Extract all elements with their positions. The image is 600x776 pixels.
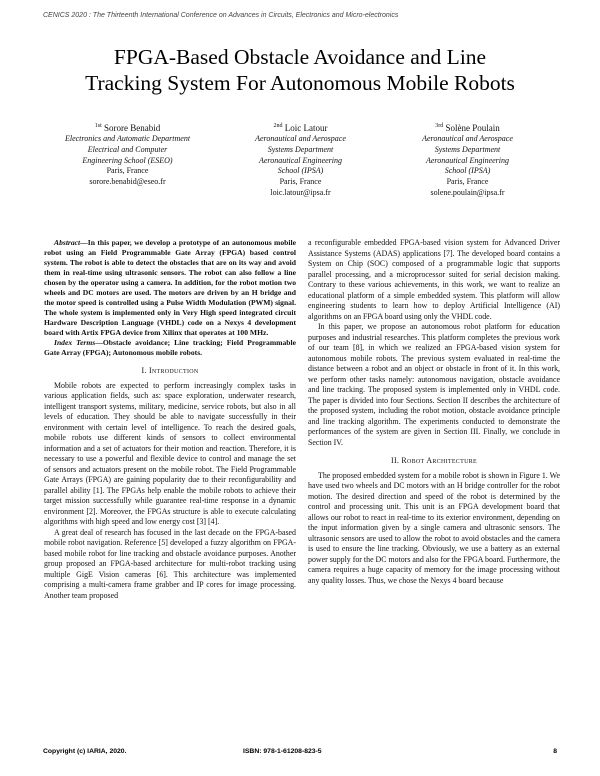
title-line-1: FPGA-Based Obstacle Avoidance and Line: [113, 45, 487, 69]
page-footer: [43, 748, 557, 760]
left-column: [44, 238, 296, 601]
author-3-dept-1: Aeronautical and Aerospace: [422, 134, 513, 143]
author-1-dept-3: Engineering School (ESEO): [82, 155, 173, 165]
author-3-order: 3rd: [435, 123, 444, 129]
author-3-dept-2: Systems Department: [434, 144, 501, 154]
right-paragraph-1: a reconfigurable embedded FPGA-based vision system for Advanced Driver Assistance Systems (ADAS) applications [7]. The developed board contains a System on Chip (SOC) composed of a programmable logic that supports parallel processing, and a microprocessor suited for serial decision making. Contrary to these various achievements, in this work, we want to realize an educational platform of a simple embedded system. This platform will allow engineering students to learn how to deploy Artificial Intelligence (AI) algorithms on an FPGA board using only the VHDL code.: [308, 238, 560, 321]
author-3-dept-4: School (IPSA): [444, 166, 491, 176]
index-terms: [44, 338, 296, 358]
right-column: [308, 238, 560, 586]
architecture-paragraph-1: The proposed embedded system for a mobile robot is shown in Figure 1. We have used two wheels and DC motors with an H bridge controller for the robot motion. The desired direction and speed of the robot is determined by the control and processing unit. This unit is an FPGA development board that allows our robot to react in real-time to its exterior environment, depending on the input information given by a single camera and ultrasonic sensors. The ultrasonic sensors are used to allow the robot to avoid obstacles and the camera is used to ensure the line tracking. Obviously, we use a battery as an external power supply for the DC motors and also for the FPGA board. Furthermore, the camera requires a huge capacity of memory for the image processing without any quality losses. Thus, we chose the Nexys 4 board because: [308, 470, 560, 585]
abstract: [44, 238, 296, 338]
paper-title: [30, 44, 570, 96]
footer-isbn: ISBN: 978-1-61208-823-5: [243, 748, 322, 755]
conference-header: CENICS 2020 : The Thirteenth International Conference on Advances in Circuits, Electronics and Micro-electronics: [43, 12, 399, 19]
author-3-name: Solène Poulain: [445, 123, 500, 133]
author-1-city: Paris, France: [106, 166, 149, 176]
author-1-dept-2: Electrical and Computer: [87, 144, 168, 154]
title-line-2: Tracking System For Autonomous Mobile Robots: [85, 71, 515, 95]
right-paragraph-2: In this paper, we propose an autonomous robot platform for education purposes and industrial researches. This platform completes the previous work of our team [8], in which we realized an FPGA-based vision system for autonomous mobile robots. The previous system evaluated in real-time the distance between a robot and an object or obstacle in front of it. In this work, we perform other tasks namely: autonomous navigation, obstacle avoidance and line tracking. The proposed system is implemented only in VHDL code. The paper is divided into four Sections. Section II describes the architecture of the proposed system, including the robot motion, obstacle avoidance principle and line tracking algorithm. The experiments conducted to demonstrate the performances of the system are given in Section III. Finally, we conclude in Section IV.: [308, 322, 560, 447]
author-2-dept-1: Aeronautical and Aerospace: [255, 134, 346, 143]
author-2-dept-2: Systems Department: [267, 144, 334, 154]
intro-paragraph-2: A great deal of research has focused in the last decade on the FPGA-based mobile robot navigation. Reference [5] developed a fuzzy algorithm on FPGA-based mobile robot for line tracking and obstacle avoidance purposes. Another group proposed an FPGA-based architecture for multi-robot tracking using multiple GigE Vision cameras [6]. This architecture was implemented comprising a multi-camera frame grabber and IP cores for image processing. Another team proposed: [44, 527, 296, 600]
author-2-dept-4: School (IPSA): [277, 166, 324, 176]
author-3: [385, 120, 550, 199]
intro-paragraph-1: Mobile robots are expected to perform increasingly complex tasks in various application fields, such as: space exploration, underwater research, intelligent transport systems, military, medicine, service robots, but also in all levels of education. They should be able to navigate successfully in their environment with certain level of intelligence. To reach the desired goals, mobile robots use different kinds of sensors to collect environmental information and a set of actuators for their motion and reaction. Therefore, it is necessary to use a powerful and flexible device to control and manage the set of sensors and actuators present on the mobile robot. The Field Programmable Gate Arrays (FPGA) are gaining popularity due to their reconfigurability and parallel ability [1]. The FPGAs help enable the mobile robots to achieve their target mission successfully while guarantee real-time response in a dynamic environment [2]. Moreover, the FPGAs structure is able to execute calculating algorithms with high speed and low energy cost [3] [4].: [44, 380, 296, 526]
index-terms-label: Index Terms: [54, 338, 96, 347]
index-terms-text: —Obstacle avoidance; Line tracking; Field Programmable Gate Array (FPGA); Autonomous mobile robots.: [44, 338, 296, 357]
author-1-email: sorore.benabid@eseo.fr: [89, 177, 166, 187]
section-heading-introduction: I. Introduction: [141, 366, 199, 375]
abstract-text: —In this paper, we develop a prototype of an autonomous mobile robot using an Field Programmable Gate Array (FPGA) based control system. The robot is able to detect the obstacles that are on its way and avoid them in real-time using ultrasonic sensors. The robot can also follow a line chosen by the operator using a camera. In addition, for the robot motion two wheels and DC motors are used. The motors are driven by an H bridge and the motor speed is controlled using a Pulse Width Modulation (PWM) signal. The whole system is implemented only in Very High speed integrated circuit Hardware Description Language (VHDL) code on a Nexys 4 development board with Artix FPGA device from Xilinx that operates at 100 MHz.: [44, 238, 296, 337]
page-number: 8: [553, 748, 557, 755]
author-1-order: 1st: [94, 123, 102, 129]
section-heading-architecture: II. Robot Architecture: [391, 456, 477, 465]
author-3-dept-3: Aeronautical Engineering: [425, 155, 510, 165]
author-1: [40, 120, 215, 188]
author-2-email: loic.latour@ipsa.fr: [270, 187, 331, 197]
author-1-name: Sorore Benabid: [104, 123, 161, 133]
author-1-dept-1: Electronics and Automatic Department: [64, 134, 191, 143]
author-3-email: solene.poulain@ipsa.fr: [430, 187, 505, 197]
author-2: [218, 120, 383, 199]
author-2-name: Loic Latour: [284, 123, 328, 133]
abstract-label: Abstract: [54, 238, 81, 247]
author-2-city: Paris, France: [279, 177, 322, 187]
author-2-order: 2nd: [273, 123, 283, 129]
footer-copyright: Copyright (c) IARIA, 2020.: [43, 748, 127, 755]
author-3-city: Paris, France: [446, 177, 489, 187]
author-2-dept-3: Aeronautical Engineering: [258, 155, 343, 165]
